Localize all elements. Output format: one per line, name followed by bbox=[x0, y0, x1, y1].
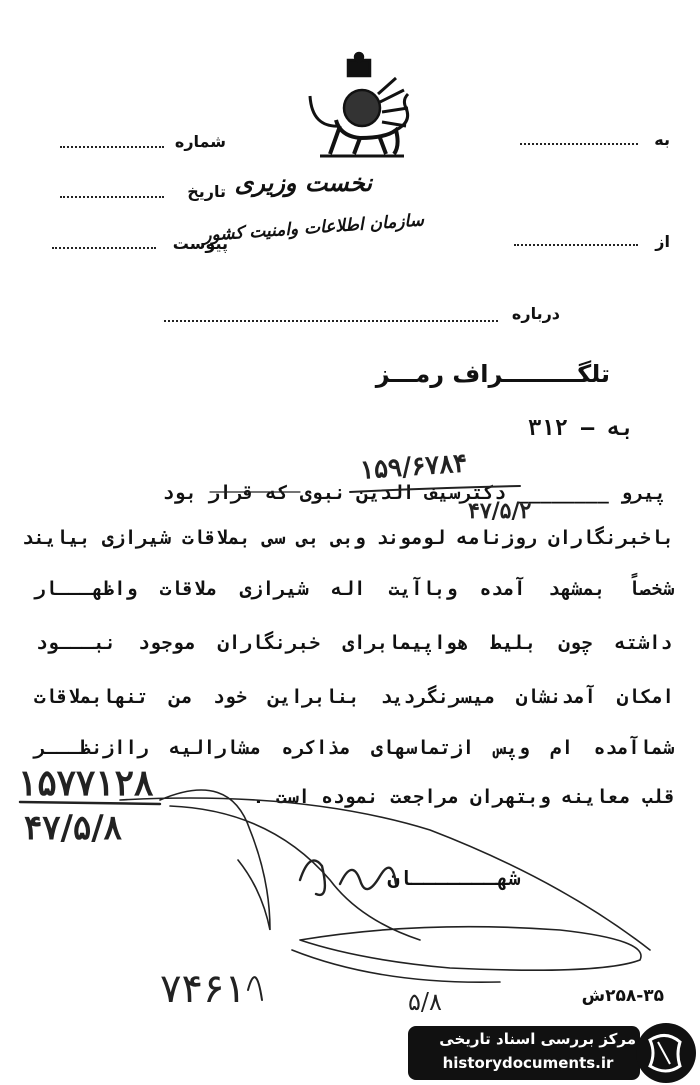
org-subtitle: سازمان اطلاعات وامنیت کشور bbox=[202, 210, 425, 246]
subject-field bbox=[164, 320, 498, 322]
archive-watermark bbox=[408, 1020, 700, 1085]
to-field bbox=[520, 143, 638, 145]
signature-name: شهـــــــان bbox=[387, 866, 520, 890]
recipient-code: به — ۳۱۲ bbox=[528, 416, 634, 441]
archive-name: مرکز بررسی اسناد تاریخی bbox=[439, 1030, 636, 1048]
date-field bbox=[60, 196, 164, 198]
handwritten-bottom-number: ۷۴۶۱ bbox=[160, 966, 246, 1012]
from-field bbox=[514, 244, 638, 246]
body-line-7: قلب معاینه وبتهران مراجعت نموده است . bbox=[252, 786, 676, 808]
org-title: نخست وزیری bbox=[234, 168, 372, 197]
attachment-label: پیوست bbox=[172, 234, 228, 253]
date-label: تاریخ bbox=[187, 182, 226, 201]
body-line-3: شخصاً بمشهد آمده وباآیت اله شیرازی ملاقات واظهـــار bbox=[34, 578, 674, 600]
form-code: ۲۵۸-۳۵ش bbox=[581, 986, 664, 1006]
subject-label: درباره bbox=[511, 304, 560, 323]
attachment-field bbox=[52, 247, 156, 249]
body-line-1: پیرو ________ دکترسیف الدین نبوی که قرار بود bbox=[162, 482, 666, 504]
archive-url[interactable]: historydocuments.ir bbox=[442, 1054, 614, 1072]
from-label: از bbox=[655, 232, 670, 251]
handwritten-ref-date: ۴۷/۵/۲ bbox=[468, 498, 532, 524]
handwritten-left-number: ۱۵۷۷۱۲۸ bbox=[18, 762, 154, 804]
number-field bbox=[60, 146, 164, 148]
body-line-2: باخبرنگاران روزنامه لوموند وبی بی سی بملاقات شیرازی بیایند bbox=[21, 527, 674, 549]
handwritten-ref-number: ۱۵۹/۶۷۸۴ bbox=[359, 448, 469, 486]
to-label: به bbox=[654, 130, 670, 149]
handwritten-bottom-note: ۵/۸ bbox=[408, 988, 442, 1016]
body-line-4: داشته چون بلیط هواپیمابرای خبرنگاران موجود نبـــود bbox=[36, 632, 672, 654]
telegram-title: تلگـــــــــراف رمـــز bbox=[375, 360, 610, 388]
body-line-6: شماآمده ام وپس ازتماسهای مذاکره مشارالیه راازنظـــر bbox=[34, 737, 674, 759]
handwritten-left-date: ۴۷/۵/۸ bbox=[24, 808, 122, 848]
number-label: شماره bbox=[174, 132, 226, 151]
body-line-5: امکان آمدنشان میسرنگردید بنابراین خود من تنهابملاقات bbox=[34, 686, 674, 708]
